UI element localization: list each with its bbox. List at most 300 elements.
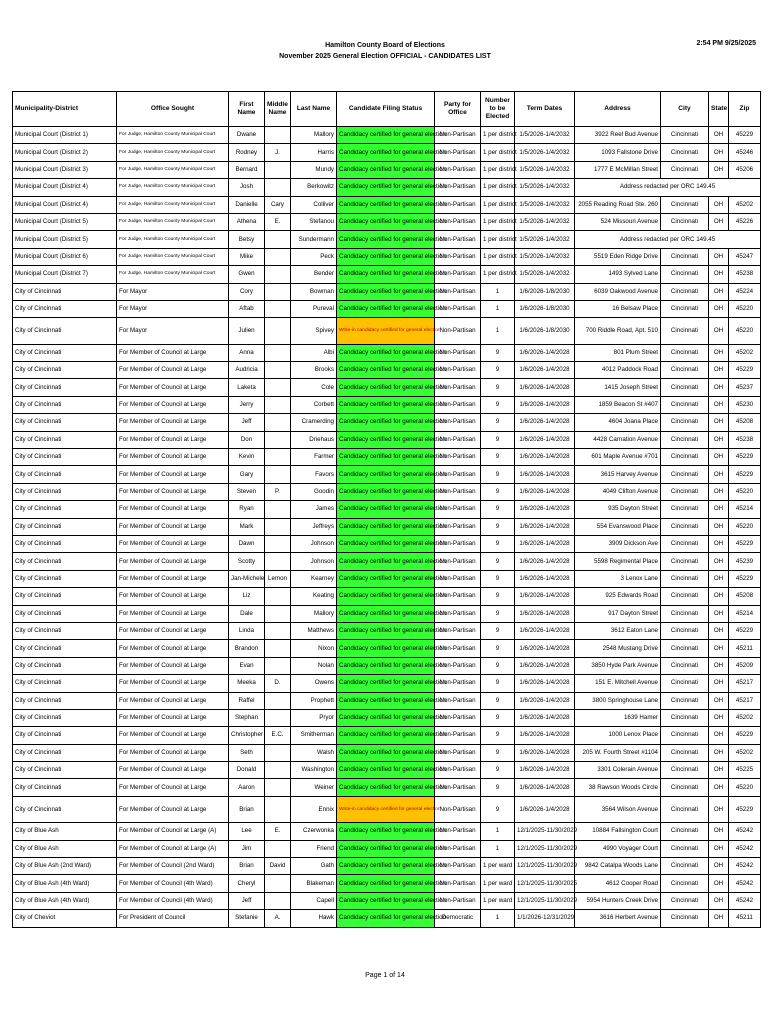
cell-number-elected: 1 per district (481, 179, 515, 196)
cell-last-name: Johnson (291, 535, 337, 552)
cell-address: 2055 Reading Road Ste. 260 (575, 196, 661, 213)
cell-middle-name (265, 466, 291, 483)
cell-last-name: Favors (291, 466, 337, 483)
cell-filing-status: Candidacy certified for general election (337, 858, 435, 875)
cell-city: Cincinnati (661, 779, 709, 796)
table-row (13, 231, 761, 248)
cell-number-elected: 9 (481, 640, 515, 657)
cell-number-elected: 9 (481, 431, 515, 448)
cell-office: For Member of Council (4th Ward) (117, 875, 229, 892)
cell-term-dates: 1/6/2026-1/4/2028 (515, 796, 575, 822)
cell-last-name: Johnson (291, 553, 337, 570)
cell-number-elected: 1 (481, 283, 515, 300)
cell-first-name: Gwen (229, 266, 265, 283)
cell-office: For Member of Council at Large (117, 553, 229, 570)
cell-filing-status: Candidacy certified for general election (337, 570, 435, 587)
cell-filing-status: Candidacy certified for general election (337, 300, 435, 317)
cell-first-name: Jeff (229, 892, 265, 909)
cell-municipality: City of Cincinnati (13, 300, 117, 317)
cell-term-dates: 1/6/2026-1/4/2028 (515, 535, 575, 552)
cell-address: 151 E. Mitchell Avenue (575, 675, 661, 692)
cell-term-dates: 12/1/2025-11/30/2029 (515, 823, 575, 840)
table-row (13, 727, 761, 744)
cell-office: For Judge, Hamilton County Municipal Court (117, 231, 229, 248)
cell-city: Cincinnati (661, 161, 709, 178)
cell-city: Cincinnati (661, 196, 709, 213)
cell-party: Non-Partisan (435, 300, 481, 317)
cell-term-dates: 1/6/2026-1/4/2028 (515, 727, 575, 744)
cell-zip: 45217 (729, 692, 761, 709)
cell-address: 3301 Colerain Avenue (575, 762, 661, 779)
cell-filing-status: Candidacy certified for general election (337, 144, 435, 161)
cell-filing-status: Candidacy certified for general election (337, 910, 435, 927)
cell-party: Non-Partisan (435, 553, 481, 570)
cell-state: OH (709, 161, 729, 178)
cell-state: OH (709, 196, 729, 213)
table-row (13, 362, 761, 379)
cell-zip: 45225 (729, 762, 761, 779)
cell-last-name: Blakeman (291, 875, 337, 892)
cell-address: 5519 Eden Ridge Drive (575, 248, 661, 265)
cell-state: OH (709, 501, 729, 518)
cell-last-name: Cole (291, 379, 337, 396)
cell-municipality: Municipal Court (District 2) (13, 144, 117, 161)
cell-filing-status: Candidacy certified for general election (337, 379, 435, 396)
cell-municipality: City of Cincinnati (13, 344, 117, 361)
cell-filing-status: Candidacy certified for general election (337, 362, 435, 379)
cell-middle-name (265, 283, 291, 300)
cell-middle-name (265, 300, 291, 317)
cell-first-name: Evan (229, 657, 265, 674)
cell-number-elected: 9 (481, 501, 515, 518)
cell-last-name: Ennix (291, 796, 337, 822)
cell-filing-status: Candidacy certified for general election (337, 605, 435, 622)
cell-middle-name: P. (265, 483, 291, 500)
table-row (13, 449, 761, 466)
cell-filing-status: Candidacy certified for general election (337, 449, 435, 466)
cell-first-name: Dale (229, 605, 265, 622)
table-row (13, 796, 761, 822)
cell-zip: 45208 (729, 588, 761, 605)
cell-municipality: City of Cincinnati (13, 362, 117, 379)
cell-term-dates: 1/5/2026-1/4/2032 (515, 196, 575, 213)
cell-number-elected: 9 (481, 692, 515, 709)
cell-city: Cincinnati (661, 692, 709, 709)
cell-number-elected: 9 (481, 675, 515, 692)
cell-zip: 45206 (729, 161, 761, 178)
cell-zip: 45211 (729, 640, 761, 657)
cell-municipality: City of Cincinnati (13, 449, 117, 466)
cell-office: For Member of Council at Large (117, 692, 229, 709)
cell-office: For Member of Council at Large (117, 535, 229, 552)
cell-middle-name (265, 762, 291, 779)
cell-first-name: Cory (229, 283, 265, 300)
table-row (13, 910, 761, 927)
cell-zip: 45230 (729, 396, 761, 413)
cell-term-dates: 1/6/2026-1/4/2028 (515, 640, 575, 657)
cell-term-dates: 12/1/2025-11/30/2025 (515, 875, 575, 892)
cell-address: 4612 Cooper Road (575, 875, 661, 892)
cell-first-name: Raffel (229, 692, 265, 709)
cell-filing-status: Write-in candidacy certified for general election (337, 318, 435, 344)
cell-number-elected: 1 per ward (481, 892, 515, 909)
cell-term-dates: 1/6/2026-1/4/2028 (515, 449, 575, 466)
cell-party: Non-Partisan (435, 196, 481, 213)
cell-middle-name (265, 127, 291, 144)
cell-city: Cincinnati (661, 657, 709, 674)
table-row (13, 501, 761, 518)
cell-party: Non-Partisan (435, 823, 481, 840)
cell-term-dates: 1/6/2026-1/8/2030 (515, 300, 575, 317)
cell-middle-name: J. (265, 144, 291, 161)
cell-state: OH (709, 362, 729, 379)
col-header-filing-status: Candidate Filing Status (337, 92, 435, 127)
cell-first-name: Josh (229, 179, 265, 196)
cell-state: OH (709, 266, 729, 283)
cell-office: For Member of Council at Large (117, 518, 229, 535)
cell-middle-name (265, 449, 291, 466)
cell-first-name: Mike (229, 248, 265, 265)
cell-filing-status: Candidacy certified for general election (337, 283, 435, 300)
cell-last-name: Colliver (291, 196, 337, 213)
cell-address: 3564 Wilson Avenue (575, 796, 661, 822)
cell-number-elected: 9 (481, 796, 515, 822)
cell-number-elected: 9 (481, 570, 515, 587)
cell-middle-name (265, 692, 291, 709)
cell-last-name: Nixon (291, 640, 337, 657)
cell-address: 3 Lenox Lane (575, 570, 661, 587)
cell-number-elected: 9 (481, 605, 515, 622)
cell-first-name: Christopher (229, 727, 265, 744)
cell-office: For Member of Council at Large (117, 449, 229, 466)
col-header-city: City (661, 92, 709, 127)
cell-zip: 45220 (729, 300, 761, 317)
cell-middle-name (265, 535, 291, 552)
cell-first-name: Jerry (229, 396, 265, 413)
cell-filing-status: Candidacy certified for general election (337, 823, 435, 840)
cell-state: OH (709, 535, 729, 552)
cell-address: 3616 Herbert Avenue (575, 910, 661, 927)
col-header-zip: Zip (729, 92, 761, 127)
cell-city: Cincinnati (661, 570, 709, 587)
cell-term-dates: 1/6/2026-1/8/2030 (515, 318, 575, 344)
cell-municipality: City of Cincinnati (13, 727, 117, 744)
cell-first-name: Laketa (229, 379, 265, 396)
table-row (13, 762, 761, 779)
cell-last-name: Washington (291, 762, 337, 779)
cell-last-name: Spivey (291, 318, 337, 344)
cell-number-elected: 9 (481, 362, 515, 379)
cell-party: Non-Partisan (435, 466, 481, 483)
cell-last-name: Pryor (291, 709, 337, 726)
cell-state: OH (709, 127, 729, 144)
cell-address: 4604 Joana Place (575, 414, 661, 431)
table-body (13, 127, 761, 928)
cell-last-name: Peck (291, 248, 337, 265)
cell-term-dates: 1/6/2026-1/4/2028 (515, 379, 575, 396)
cell-middle-name (265, 875, 291, 892)
table-row (13, 605, 761, 622)
cell-city: Cincinnati (661, 248, 709, 265)
cell-filing-status: Candidacy certified for general election (337, 396, 435, 413)
cell-city: Cincinnati (661, 344, 709, 361)
cell-address: 801 Plum Street (575, 344, 661, 361)
cell-first-name: Donald (229, 762, 265, 779)
cell-city: Cincinnati (661, 300, 709, 317)
cell-municipality: City of Cincinnati (13, 553, 117, 570)
cell-last-name: Smitherman (291, 727, 337, 744)
cell-city: Cincinnati (661, 449, 709, 466)
cell-party: Non-Partisan (435, 379, 481, 396)
cell-office: For Member of Council (4th Ward) (117, 892, 229, 909)
cell-last-name: Gath (291, 858, 337, 875)
cell-office: For Member of Council at Large (117, 379, 229, 396)
cell-office: For Mayor (117, 283, 229, 300)
cell-term-dates: 1/6/2026-1/4/2028 (515, 657, 575, 674)
cell-state: OH (709, 622, 729, 639)
cell-filing-status: Candidacy certified for general election (337, 483, 435, 500)
cell-city: Cincinnati (661, 535, 709, 552)
cell-middle-name (265, 796, 291, 822)
cell-state: OH (709, 553, 729, 570)
cell-state: OH (709, 910, 729, 927)
cell-city: Cincinnati (661, 744, 709, 761)
cell-middle-name: E. (265, 213, 291, 230)
cell-middle-name (265, 414, 291, 431)
cell-state: OH (709, 858, 729, 875)
cell-municipality: City of Blue Ash (2nd Ward) (13, 858, 117, 875)
cell-zip: 45229 (729, 466, 761, 483)
cell-term-dates: 1/5/2026-1/4/2032 (515, 248, 575, 265)
cell-address: 5954 Hunters Creek Drive (575, 892, 661, 909)
cell-filing-status: Candidacy certified for general election (337, 744, 435, 761)
cell-party: Non-Partisan (435, 283, 481, 300)
cell-party: Non-Partisan (435, 692, 481, 709)
cell-address: 10884 Fallsington Court (575, 823, 661, 840)
cell-last-name: Bowman (291, 283, 337, 300)
cell-last-name: Cramerding (291, 414, 337, 431)
cell-municipality: City of Cincinnati (13, 501, 117, 518)
cell-term-dates: 1/6/2026-1/4/2028 (515, 622, 575, 639)
cell-municipality: City of Cincinnati (13, 588, 117, 605)
cell-zip: 45202 (729, 744, 761, 761)
cell-zip: 45242 (729, 823, 761, 840)
table-row (13, 640, 761, 657)
cell-zip: 45202 (729, 709, 761, 726)
cell-municipality: City of Blue Ash (4th Ward) (13, 875, 117, 892)
cell-address: 3922 Reel Bud Avenue (575, 127, 661, 144)
cell-number-elected: 1 per ward (481, 875, 515, 892)
cell-term-dates: 1/6/2026-1/4/2028 (515, 762, 575, 779)
cell-municipality: City of Cincinnati (13, 318, 117, 344)
cell-first-name: Bernard (229, 161, 265, 178)
col-header-middle-name: Middle Name (265, 92, 291, 127)
cell-address: 1493 Sylved Lane (575, 266, 661, 283)
cell-address: 38 Rawson Woods Circle (575, 779, 661, 796)
cell-office: For Member of Council at Large (117, 466, 229, 483)
table-row (13, 858, 761, 875)
cell-first-name: Athena (229, 213, 265, 230)
cell-city: Cincinnati (661, 858, 709, 875)
cell-last-name: Berkowitz (291, 179, 337, 196)
cell-last-name: Farmer (291, 449, 337, 466)
cell-party: Non-Partisan (435, 144, 481, 161)
cell-number-elected: 9 (481, 553, 515, 570)
cell-first-name: Betsy (229, 231, 265, 248)
cell-number-elected: 1 per district (481, 231, 515, 248)
cell-state: OH (709, 518, 729, 535)
cell-state: OH (709, 744, 729, 761)
cell-zip: 45242 (729, 858, 761, 875)
cell-filing-status: Candidacy certified for general election (337, 266, 435, 283)
cell-middle-name (265, 779, 291, 796)
cell-term-dates: 1/6/2026-1/4/2028 (515, 396, 575, 413)
cell-address: 3615 Harvey Avenue (575, 466, 661, 483)
cell-office: For Member of Council at Large (117, 779, 229, 796)
cell-party: Non-Partisan (435, 318, 481, 344)
cell-state: OH (709, 570, 729, 587)
cell-party: Non-Partisan (435, 675, 481, 692)
cell-city: Cincinnati (661, 727, 709, 744)
cell-state: OH (709, 762, 729, 779)
table-row (13, 213, 761, 230)
cell-term-dates: 12/1/2025-11/30/2029 (515, 892, 575, 909)
cell-city: Cincinnati (661, 675, 709, 692)
cell-number-elected: 9 (481, 535, 515, 552)
table-row (13, 518, 761, 535)
cell-address: 5598 Regimental Place (575, 553, 661, 570)
cell-number-elected: 9 (481, 379, 515, 396)
cell-state: OH (709, 414, 729, 431)
table-row (13, 396, 761, 413)
cell-first-name: Julien (229, 318, 265, 344)
cell-middle-name (265, 344, 291, 361)
cell-first-name: Stephan (229, 709, 265, 726)
cell-municipality: City of Cincinnati (13, 779, 117, 796)
cell-last-name: Weiner (291, 779, 337, 796)
cell-zip: 45229 (729, 796, 761, 822)
cell-municipality: City of Cincinnati (13, 796, 117, 822)
cell-office: For President of Council (117, 910, 229, 927)
cell-state: OH (709, 727, 729, 744)
cell-filing-status: Candidacy certified for general election (337, 431, 435, 448)
cell-last-name: Capell (291, 892, 337, 909)
cell-party: Non-Partisan (435, 657, 481, 674)
cell-party: Non-Partisan (435, 640, 481, 657)
cell-middle-name (265, 518, 291, 535)
cell-number-elected: 9 (481, 779, 515, 796)
cell-term-dates: 1/6/2026-1/4/2028 (515, 344, 575, 361)
cell-city: Cincinnati (661, 640, 709, 657)
cell-middle-name (265, 553, 291, 570)
cell-zip: 45220 (729, 779, 761, 796)
cell-state: OH (709, 483, 729, 500)
cell-municipality: City of Cincinnati (13, 709, 117, 726)
cell-number-elected: 1 (481, 840, 515, 857)
cell-zip: 45229 (729, 727, 761, 744)
cell-municipality: City of Cincinnati (13, 396, 117, 413)
cell-municipality: Municipal Court (District 4) (13, 196, 117, 213)
cell-party: Non-Partisan (435, 840, 481, 857)
cell-state: OH (709, 396, 729, 413)
cell-number-elected: 9 (481, 744, 515, 761)
table-row (13, 675, 761, 692)
cell-state: OH (709, 796, 729, 822)
cell-state: OH (709, 213, 729, 230)
cell-filing-status: Candidacy certified for general election (337, 196, 435, 213)
cell-municipality: City of Cincinnati (13, 518, 117, 535)
cell-first-name: Ryan (229, 501, 265, 518)
cell-term-dates: 1/5/2026-1/4/2032 (515, 213, 575, 230)
cell-zip: 45242 (729, 892, 761, 909)
cell-zip: 45238 (729, 266, 761, 283)
cell-municipality: City of Cincinnati (13, 379, 117, 396)
cell-zip: 45229 (729, 570, 761, 587)
cell-term-dates: 1/6/2026-1/4/2028 (515, 779, 575, 796)
cell-state: OH (709, 892, 729, 909)
cell-address: 1777 E McMillan Street (575, 161, 661, 178)
cell-office: For Judge, Hamilton County Municipal Court (117, 161, 229, 178)
cell-last-name: James (291, 501, 337, 518)
cell-first-name: Steven (229, 483, 265, 500)
cell-middle-name: Lemon (265, 570, 291, 587)
cell-city: Cincinnati (661, 501, 709, 518)
cell-party: Non-Partisan (435, 605, 481, 622)
cell-zip: 45202 (729, 344, 761, 361)
cell-first-name: Seth (229, 744, 265, 761)
cell-address: 3909 Dickson Ave (575, 535, 661, 552)
cell-number-elected: 1 per district (481, 248, 515, 265)
col-header-office: Office Sought (117, 92, 229, 127)
table-row (13, 431, 761, 448)
cell-party: Non-Partisan (435, 179, 481, 196)
cell-office: For Member of Council at Large (117, 605, 229, 622)
cell-middle-name (265, 622, 291, 639)
cell-municipality: City of Blue Ash (4th Ward) (13, 892, 117, 909)
cell-office: For Member of Council at Large (117, 640, 229, 657)
cell-city: Cincinnati (661, 362, 709, 379)
cell-number-elected: 9 (481, 588, 515, 605)
cell-address: 6039 Oakwood Avenue (575, 283, 661, 300)
cell-address: 925 Edwards Road (575, 588, 661, 605)
cell-number-elected: 9 (481, 709, 515, 726)
cell-zip: 45226 (729, 213, 761, 230)
cell-office: For Member of Council at Large (A) (117, 823, 229, 840)
cell-municipality: City of Cheviot (13, 910, 117, 927)
cell-term-dates: 1/6/2026-1/8/2030 (515, 283, 575, 300)
table-row (13, 570, 761, 587)
cell-filing-status: Candidacy certified for general election (337, 344, 435, 361)
cell-party: Non-Partisan (435, 396, 481, 413)
cell-party: Non-Partisan (435, 213, 481, 230)
cell-zip: 45214 (729, 501, 761, 518)
report-title: Hamilton County Board of Elections (325, 42, 445, 49)
cell-state: OH (709, 605, 729, 622)
cell-number-elected: 1 (481, 300, 515, 317)
cell-municipality: City of Cincinnati (13, 675, 117, 692)
cell-term-dates: 1/6/2026-1/4/2028 (515, 553, 575, 570)
cell-city: Cincinnati (661, 518, 709, 535)
cell-city: Cincinnati (661, 605, 709, 622)
cell-zip: 45239 (729, 553, 761, 570)
cell-zip: 45242 (729, 875, 761, 892)
cell-city: Cincinnati (661, 127, 709, 144)
cell-party: Non-Partisan (435, 414, 481, 431)
cell-state: OH (709, 675, 729, 692)
cell-first-name: Mark (229, 518, 265, 535)
cell-office: For Judge, Hamilton County Municipal Court (117, 248, 229, 265)
cell-filing-status: Candidacy certified for general election (337, 248, 435, 265)
